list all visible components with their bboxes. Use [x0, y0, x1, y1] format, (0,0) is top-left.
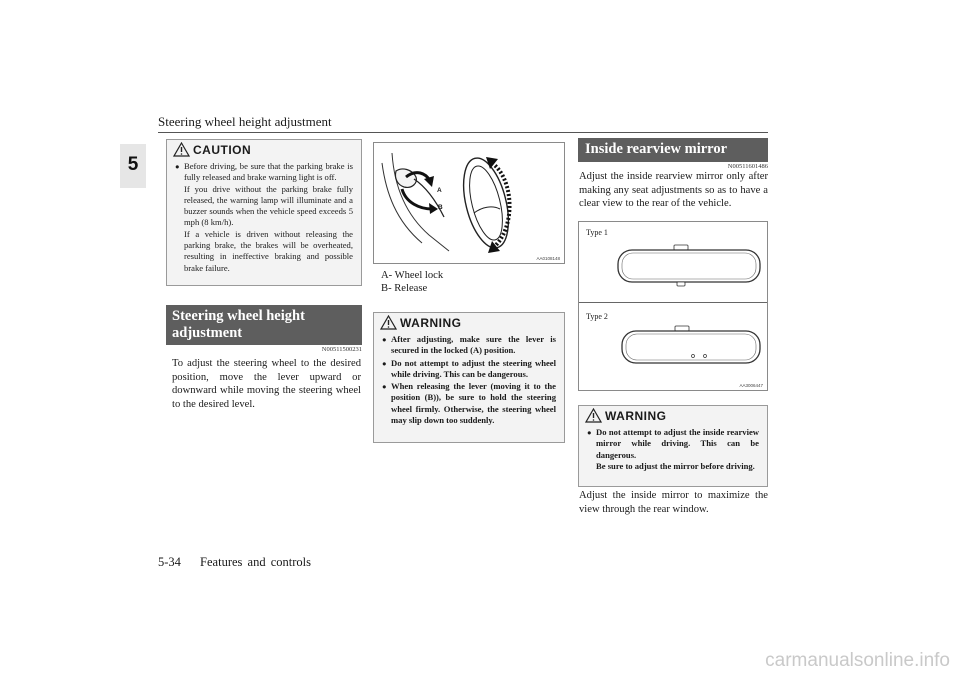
page-section-name: Features and controls: [200, 555, 311, 569]
caution-body: [167, 160, 361, 281]
steering-section-title: Steering wheel height adjustment: [166, 305, 362, 345]
warning-item-text: ● Do not attempt to adjust the steering wheel while driving. This can be dangerous.: [391, 357, 556, 379]
legend-item: A- Wheel lock: [381, 270, 444, 281]
warning-item: [382, 334, 556, 357]
caution-paragraph: ● Before driving, be sure that the parking brake is fully released and brake warning light is off.: [184, 161, 353, 183]
mirror-figure-code: AA3006447: [739, 383, 763, 388]
warning-header: [374, 313, 564, 333]
warning-item: [382, 358, 556, 381]
mirror-section-code: N00511601486: [727, 163, 768, 170]
legend-item: B- Release: [381, 283, 428, 294]
chapter-tab: [120, 144, 146, 188]
watermark-text: carmanualsonline.info: [765, 650, 950, 671]
caution-item: [175, 161, 353, 274]
callout-a-label: A: [437, 187, 442, 194]
caution-box: [166, 139, 362, 286]
mirror-figure-divider: [579, 302, 767, 303]
warning-body: [374, 333, 564, 433]
steering-figure-legend: [381, 269, 561, 295]
caution-paragraph: If you drive without the parking brake fully released, the warning lamp will illuminate and a buzzer sounds when the vehicle speed exceeds 5 mph (8 km/h).: [184, 183, 353, 228]
mirror-type2-label: Type 2: [586, 312, 608, 321]
warning-label: WARNING: [400, 316, 462, 330]
steering-section-code: N00511500231: [321, 346, 362, 353]
chapter-tab-number: 5: [127, 154, 139, 175]
warning-label: WARNING: [605, 409, 667, 423]
warning-triangle-icon: [585, 408, 602, 423]
mirror-section-title: Inside rearview mirror: [578, 138, 768, 162]
warning-triangle-icon: [380, 315, 397, 330]
mirror-type2-illustration: [619, 325, 765, 369]
callout-b-label: B: [438, 204, 443, 211]
warning-body: [579, 426, 767, 479]
page-number: 5-34: [158, 555, 181, 569]
caution-header: [167, 140, 361, 160]
warning-item-text: ● When releasing the lever (moving it to the position (B)), be sure to hold the steering wheel firmly. Otherwise, the steering wheel may slip down too suddenly.: [391, 381, 556, 426]
header-rule: [158, 132, 768, 133]
caution-label: CAUTION: [193, 143, 252, 157]
page-header-title: Steering wheel height adjustment: [158, 114, 332, 129]
caution-triangle-icon: [173, 142, 190, 157]
warning-paragraph: Be sure to adjust the mirror before driving.: [596, 460, 755, 471]
warning-header: [579, 406, 767, 426]
mirror-section-closing: Adjust the inside mirror to maximize the view through the rear window.: [579, 490, 768, 515]
warning-item: [587, 427, 759, 472]
mirror-type1-illustration: [615, 244, 765, 288]
steering-section-body: To adjust the steering wheel to the desired position, move the lever upward or downward while moving the steering wheel to the desired level.: [172, 358, 361, 410]
warning-item-text: ● After adjusting, make sure the lever is secured in the locked (A) position.: [391, 334, 556, 356]
steering-wheel-figure: [373, 142, 565, 264]
warning-paragraph: ● Do not attempt to adjust the inside rearview mirror while driving. This can be dangerous.: [596, 427, 759, 460]
page-footer: [158, 555, 311, 570]
warning-item: [382, 381, 556, 426]
caution-paragraph: If a vehicle is driven without releasing the parking brake, the brakes will be overheated, resulting in ineffective braking and possible brake failure.: [184, 228, 353, 273]
mirror-section-body: Adjust the inside rearview mirror only after making any seat adjustments so as to have a clear view to the rear of the vehicle.: [579, 171, 768, 209]
mirror-type1-label: Type 1: [586, 228, 608, 237]
steering-figure-code: AA0108148: [536, 256, 560, 261]
warning-box-steering: [373, 312, 565, 443]
steering-wheel-illustration: [374, 143, 564, 263]
mirror-figure: [578, 221, 768, 391]
warning-box-mirror: [578, 405, 768, 487]
